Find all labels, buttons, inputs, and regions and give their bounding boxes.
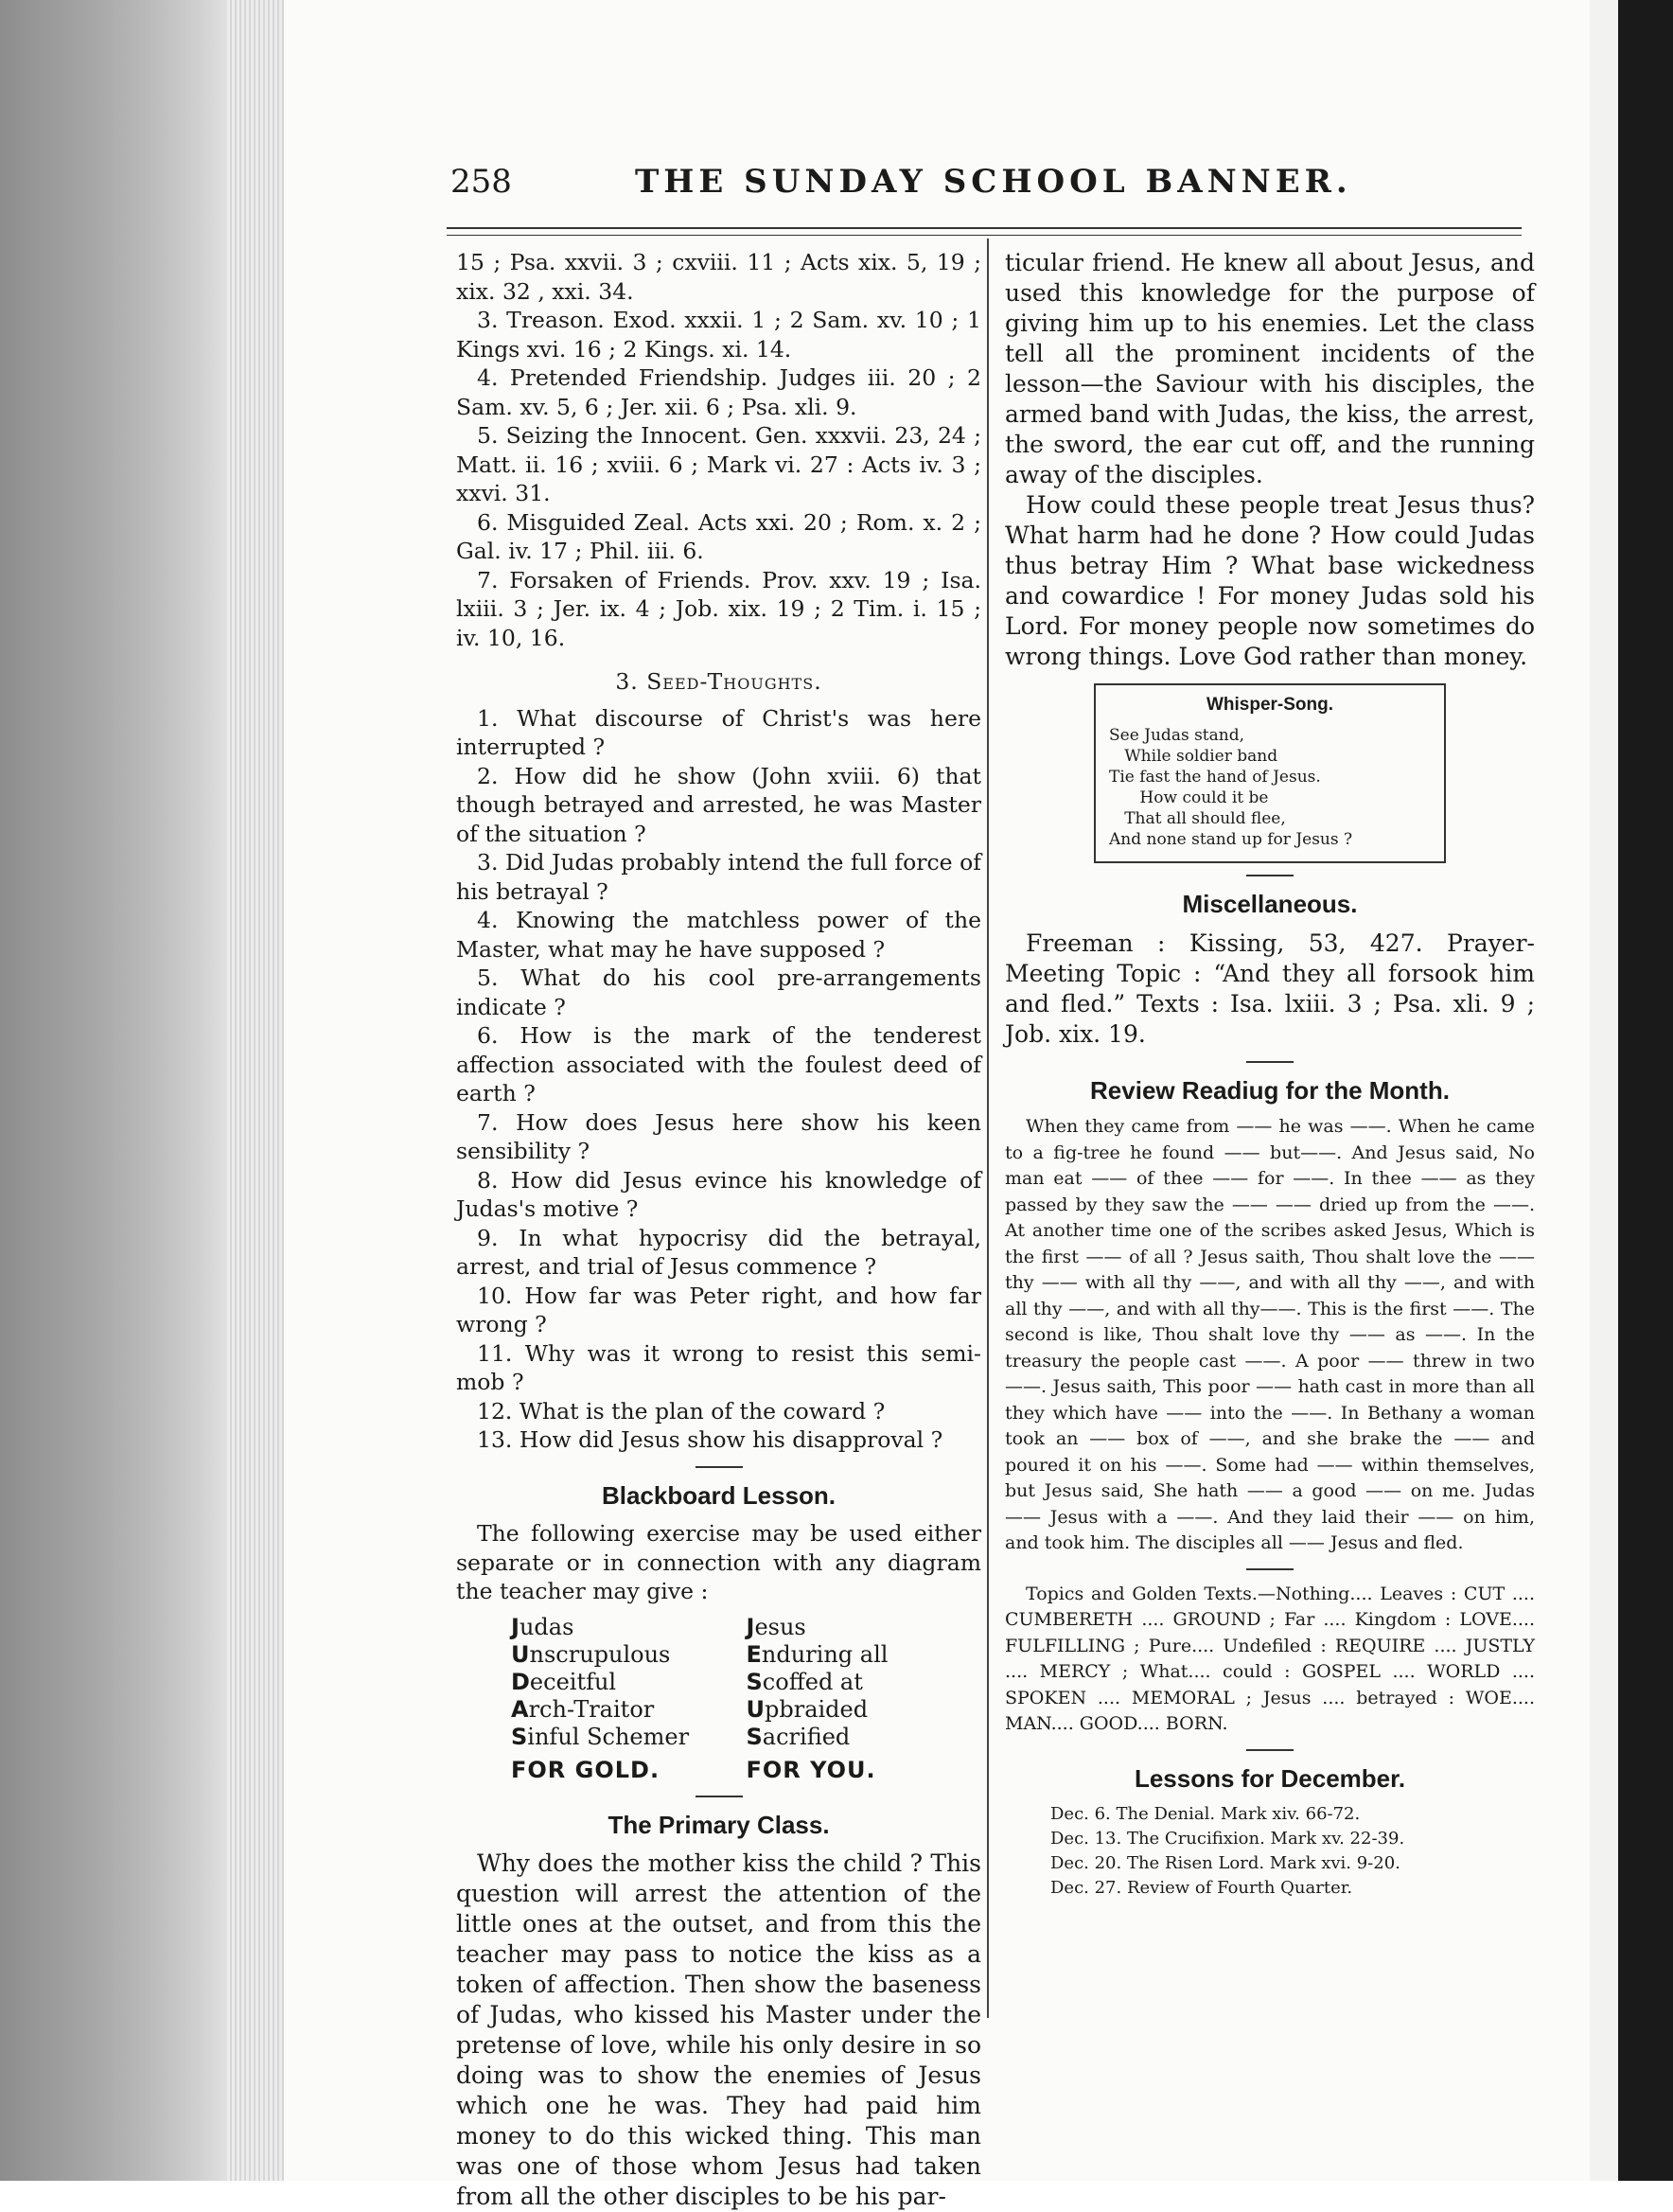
next-page-gutter (1590, 0, 1673, 2181)
left-column (456, 248, 981, 2212)
lessons-heading: Lessons for December. (1134, 1763, 1406, 1793)
section-dash (696, 1466, 743, 1468)
acrostic-rest: pbraided (765, 1695, 869, 1723)
question: 11. Why was it wrong to resist this semi-mob ? (456, 1339, 981, 1395)
acrostic-initial: S (511, 1723, 528, 1750)
seed-thoughts-heading: 3. Seed-Thoughts. (615, 668, 822, 695)
question: 9. In what hypocrisy did the betrayal, arrest, and trial of Jesus commence ? (456, 1224, 981, 1280)
review-reading-heading: Review Readiug for the Month. (1090, 1075, 1450, 1105)
question: 12. What is the plan of the coward ? (477, 1397, 886, 1425)
section-dash (1246, 1061, 1294, 1063)
miscellaneous-text: Freeman : Kissing, 53, 427. Prayer-Meeting Topic : “And they all forsook him and fled.” Texts : Isa. lxiii. 3 ; Psa. xli. 9 ; Job. xix. 19. (1005, 929, 1535, 1048)
poem-line: That all should flee, (1109, 809, 1286, 828)
blackboard-intro: The following exercise may be used either separate or in connection with any diagram the teacher may give : (456, 1520, 981, 1604)
question: 7. How does Jesus here show his keen sensibility ? (456, 1108, 981, 1164)
reference-line: 5. Seizing the Innocent. Gen. xxxvii. 23, 24 ; Matt. ii. 16 ; xviii. 6 ; Mark vi. 27 : Acts iv. 3 ; xxvi. 31. (456, 422, 981, 506)
acrostic-line (511, 1669, 747, 1696)
acrostic-line (747, 1696, 982, 1724)
page-number: 258 (450, 163, 512, 201)
reference-line: 15 ; Psa. xxvii. 3 ; cxviii. 11 ; Acts xix. 5, 19 ; xix. 32 , xxi. 34. (456, 249, 981, 305)
reference-line: 7. Forsaken of Friends. Prov. xxv. 19 ; Isa. lxiii. 3 ; Jer. ix. 4 ; Job. xix. 19 ; 2 Tim. i. 15 ; iv. 10, 16. (456, 566, 981, 651)
poem-line: Tie fast the hand of Jesus. (1109, 768, 1321, 787)
acrostic-line (747, 1641, 982, 1669)
whisper-song-box (1094, 683, 1446, 863)
acrostic (511, 1614, 981, 1784)
acrostic-line (511, 1641, 747, 1669)
poem-line: See Judas stand, (1109, 726, 1245, 745)
column-divider (987, 239, 989, 2018)
acrostic-rest: nduring all (761, 1640, 889, 1668)
acrostic-final: FOR YOU. (746, 1756, 876, 1783)
acrostic-rest: rch-Traitor (528, 1695, 655, 1723)
acrostic-initial: D (511, 1668, 530, 1695)
question: 8. How did Jesus evince his knowledge of Judas's motive ? (456, 1166, 981, 1222)
whisper-song-title: Whisper-Song. (1206, 695, 1334, 715)
lesson-item: Dec. 13. The Crucifixion. Mark xv. 22-39. (1050, 1829, 1405, 1849)
question: 6. How is the mark of the tenderest affection associated with the foulest deed of earth ? (456, 1022, 981, 1106)
lesson-item: Dec. 27. Review of Fourth Quarter. (1050, 1878, 1353, 1898)
section-dash (1246, 1749, 1294, 1751)
page-stack (227, 0, 284, 2181)
section-dash (1246, 875, 1294, 876)
acrostic-final: FOR GOLD. (511, 1756, 660, 1783)
acrostic-jesus (747, 1614, 982, 1784)
acrostic-initial: S (746, 1668, 763, 1695)
blackboard-heading: Blackboard Lesson. (601, 1480, 836, 1510)
acrostic-initial: A (511, 1695, 529, 1723)
section-dash (696, 1796, 743, 1797)
question: 1. What discourse of Christ's was here interrupted ? (456, 704, 981, 760)
book-page-edges (0, 0, 284, 2181)
next-page-sliver (1590, 0, 1618, 2181)
acrostic-line (511, 1724, 747, 1751)
review-reading-text: When they came from —— he was ——. When he came to a fig-tree he found —— but——. And Jesus said, No man eat —— of thee —— for ——. In thee —— as they passed by they saw the —— —— dried up from the ——. At another time one of the scribes asked Jesus, Which is the first —— of all ? Jesus saith, Thou shalt love the —— thy —— with all thy ——, and with all thy ——, and with all thy ——, and with all thy——. This is the first ——. The second is like, Thou shalt love thy —— as ——. In the treasury the people cast ——. A poor —— threw in two ——. Jesus saith, This poor —— hath cast in more than all they which have —— into the ——. In Bethany a woman took an —— box of ——, and she brake the —— and poured it on his ——. Some had —— within themselves, but Jesus said, She hath —— a good —— on me. Judas —— Jesus with a ——. And they laid their —— on him, and took him. The disciples all —— Jesus and fled. (1005, 1116, 1535, 1553)
poem-line: And none stand up for Jesus ? (1109, 830, 1353, 849)
acrostic-rest: esus (754, 1613, 806, 1640)
primary-class-heading: The Primary Class. (608, 1810, 830, 1839)
right-column (1005, 248, 1535, 1901)
acrostic-initial: S (746, 1723, 763, 1750)
acrostic-initial: U (511, 1640, 530, 1668)
question: 2. How did he show (John xviii. 6) that though betrayed and arrested, he was Master of the situation ? (456, 762, 981, 847)
lesson-item: Dec. 20. The Risen Lord. Mark xvi. 9-20. (1050, 1853, 1400, 1873)
running-title: THE SUNDAY SCHOOL BANNER. (635, 163, 1352, 201)
reference-line: 4. Pretended Friendship. Judges iii. 20 ; 2 Sam. xv. 5, 6 ; Jer. xii. 6 ; Psa. xli. 9. (456, 364, 981, 420)
lessons-list (1050, 1802, 1535, 1901)
acrostic-rest: coffed at (762, 1668, 863, 1695)
acrostic-line (511, 1696, 747, 1724)
primary-class-continued: How could these people treat Jesus thus? What harm had he done ? How could Judas thus betray Him ? What base wickedness and cowardice ! For money Judas sold his Lord. For money people now sometimes do wrong things. Love God rather than money. (1005, 491, 1535, 670)
question: 3. Did Judas probably intend the full force of his betrayal ? (456, 849, 981, 905)
primary-class-continued: ticular friend. He knew all about Jesus, and used this knowledge for the purpose of giving him up to his enemies. Let the class tell all the prominent incidents of the lesson—the Saviour with his disciples, the armed band with Judas, the kiss, the arrest, the sword, the ear cut off, and the running away of the disciples. (1005, 249, 1535, 488)
acrostic-line (747, 1724, 982, 1751)
acrostic-line (747, 1614, 982, 1641)
acrostic-rest: udas (519, 1613, 574, 1640)
acrostic-rest: inful Schemer (527, 1723, 690, 1750)
acrostic-initial: J (746, 1613, 755, 1640)
acrostic-initial: U (746, 1695, 765, 1723)
acrostic-rest: eceitful (529, 1668, 617, 1695)
question: 13. How did Jesus show his disapproval ? (477, 1426, 943, 1453)
acrostic-rest: nscrupulous (529, 1640, 671, 1668)
reference-line: 3. Treason. Exod. xxxii. 1 ; 2 Sam. xv. 10 ; 1 Kings xvi. 16 ; 2 Kings. xi. 14. (456, 307, 981, 363)
acrostic-line (511, 1614, 747, 1641)
header-rule (447, 227, 1522, 236)
question: 4. Knowing the matchless power of the Master, what may he have supposed ? (456, 907, 981, 963)
poem-line: How could it be (1109, 788, 1269, 807)
poem-line: While soldier band (1109, 747, 1278, 766)
question: 10. How far was Peter right, and how far wrong ? (456, 1282, 981, 1337)
topics-golden-texts: Topics and Golden Texts.—Nothing.... Leaves : CUT .... CUMBERETH .... GROUND ; Far .... Kingdom : LOVE.... FULFILLING ; Pure.... Undefiled : REQUIRE .... JUSTLY .... MERCY ; What.... could : GOSPEL .... WORLD .... SPOKEN .... MEMORAL ; Jesus .... betrayed : WOE.... MAN.... GOOD.... BORN. (1005, 1583, 1535, 1734)
acrostic-initial: J (511, 1613, 520, 1640)
question: 5. What do his cool pre-arrangements indicate ? (456, 964, 981, 1020)
running-header (450, 163, 1539, 210)
acrostic-judas (511, 1614, 747, 1784)
lesson-item: Dec. 6. The Denial. Mark xiv. 66-72. (1050, 1804, 1361, 1824)
acrostic-initial: E (746, 1640, 762, 1668)
acrostic-rest: acrified (762, 1723, 851, 1750)
section-dash (1246, 1568, 1294, 1570)
miscellaneous-heading: Miscellaneous. (1182, 890, 1358, 918)
reference-line: 6. Misguided Zeal. Acts xxi. 20 ; Rom. x. 2 ; Gal. iv. 17 ; Phil. iii. 6. (456, 508, 981, 564)
acrostic-line (747, 1669, 982, 1696)
primary-class-text: Why does the mother kiss the child ? This question will arrest the attention of the little ones at the outset, and from this the teacher may pass to notice the kiss as a token of affection. Then show the baseness of Judas, who kissed his Master under the pretense of love, while his only desire in so doing was to show the enemies of Jesus which one he was. They had paid him money to do this wicked thing. This man was one of those whom Jesus had taken from all the other disciples to be his par- (456, 1849, 981, 2210)
